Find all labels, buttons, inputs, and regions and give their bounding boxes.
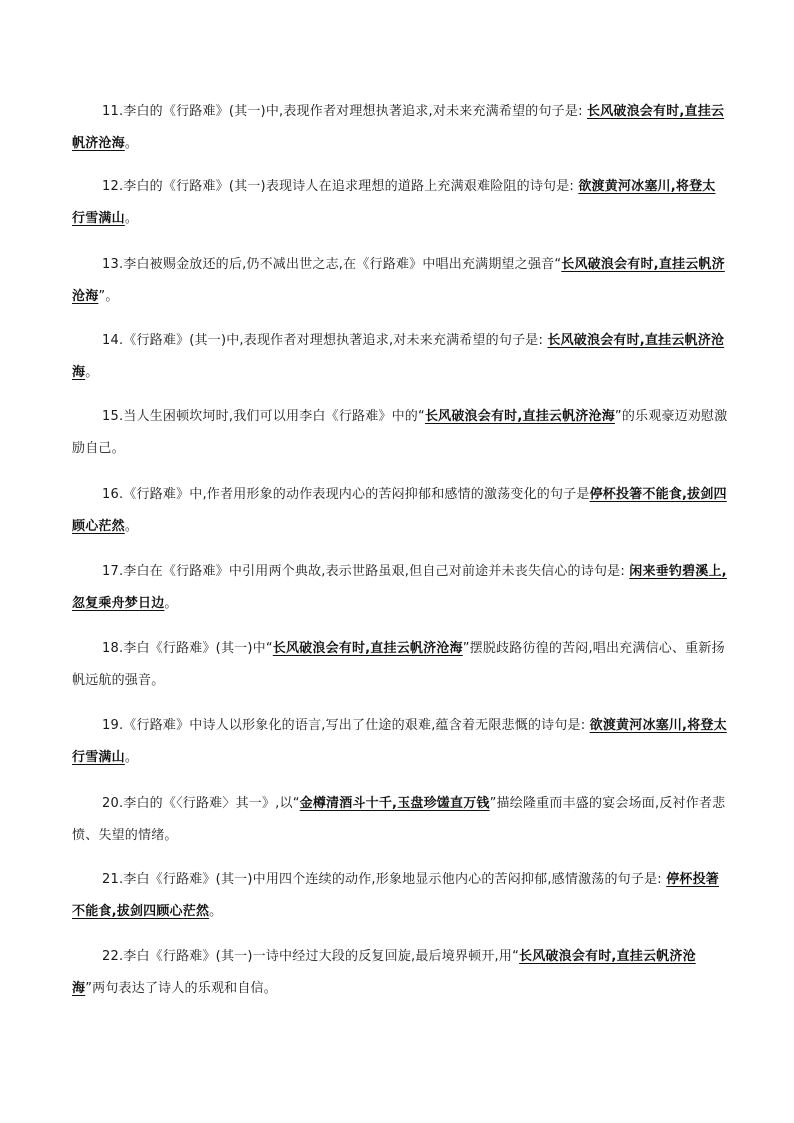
question-item-14	[72, 325, 728, 389]
answer-text: 长风破浪会有时,直挂云帆济沧海	[424, 409, 615, 424]
answer-text: 停杯投箸不能食,拔剑四顾心茫然	[72, 872, 720, 919]
question-text-end: 。	[124, 750, 139, 765]
answer-text: 欲渡黄河冰塞川,将登太行雪满山	[72, 179, 716, 226]
question-text: 22.李白《行路难》(其一)一诗中经过大段的反复回旋,最后境界顿开,用“	[102, 949, 520, 964]
question-item-18	[72, 633, 728, 697]
question-text: 13.李白被赐金放还的后,仍不减出世之志,在《行路难》中唱出充满期望之强音“	[102, 257, 562, 272]
question-item-15	[72, 401, 728, 465]
question-item-11	[72, 96, 728, 160]
question-item-19	[72, 710, 728, 774]
question-text: 14.《行路难》(其一)中,表现作者对理想执著追求,对未来充满希望的句子是:	[102, 333, 548, 348]
question-item-22	[72, 941, 728, 1005]
question-text: 20.李白的《〈行路难〉其一》,以“	[102, 796, 300, 811]
question-text-end: 。	[124, 519, 139, 534]
question-text: 12.李白的《行路难》(其一)表现诗人在追求理想的道路上充满艰难险阻的诗句是:	[102, 179, 579, 194]
answer-text: 长风破浪会有时,直挂云帆济沧海	[72, 949, 696, 996]
question-text: 15.当人生困顿坎坷时,我们可以用李白《行路难》中的“	[102, 409, 425, 424]
question-text-end: 。	[164, 596, 178, 611]
question-text-end: ”的乐观豪迈劝慰激励自己。	[72, 409, 728, 456]
question-item-13	[72, 249, 728, 313]
question-text-end: ”描绘隆重而丰盛的宴会场面,反衬作者悲愤、失望的情绪。	[72, 796, 726, 843]
answer-text: 长风破浪会有时,直挂云帆济沧海	[72, 104, 725, 151]
question-text-end: 。	[124, 136, 139, 151]
answer-text: 长风破浪会有时,直挂云帆济沧海	[72, 333, 725, 380]
question-item-12	[72, 171, 728, 235]
question-item-16	[72, 479, 728, 543]
answer-text: 长风破浪会有时,直挂云帆济沧海	[72, 257, 725, 304]
question-text-end: 。	[209, 904, 223, 919]
question-text-end: ”两句表达了诗人的乐观和自信。	[85, 981, 277, 996]
question-text: 16.《行路难》中,作者用形象的动作表现内心的苦闷抑郁和感情的激荡变化的句子是	[102, 487, 590, 502]
question-text: 17.李白在《行路难》中引用两个典故,表示世路虽艰,但自己对前途并未丧失信心的诗句是:	[102, 564, 630, 579]
answer-text: 欲渡黄河冰塞川,将登太行雪满山	[72, 718, 727, 765]
answer-text: 长风破浪会有时,直挂云帆济沧海	[272, 641, 463, 656]
question-item-17	[72, 556, 728, 620]
question-text-end: 。	[85, 365, 99, 380]
question-text: 19.《行路难》中诗人以形象化的语言,写出了仕途的艰难,蕴含着无限悲慨的诗句是:	[102, 718, 590, 733]
answer-text: 停杯投箸不能食,拔剑四顾心茫然	[72, 487, 727, 534]
answer-text: 闲来垂钓碧溪上,忽复乘舟梦日边	[72, 564, 727, 611]
question-text: 18.李白《行路难》(其一)中“	[102, 641, 273, 656]
question-text: 11.李白的《行路难》(其一)中,表现作者对理想执著追求,对未来充满希望的句子是:	[102, 104, 587, 119]
question-text-end: 。	[124, 211, 139, 226]
answer-text: 金樽清酒斗十千,玉盘珍馐直万钱	[299, 796, 490, 811]
question-text-end: ”。	[98, 289, 119, 304]
question-item-21	[72, 864, 728, 928]
question-text-end: ”摆脱歧路彷徨的苦闷,唱出充满信心、重新扬帆远航的强音。	[72, 641, 725, 688]
question-item-20	[72, 788, 728, 852]
question-text: 21.李白《行路难》(其一)中用四个连续的动作,形象地显示他内心的苦闷抑郁,感情激荡的句子是:	[102, 872, 667, 887]
